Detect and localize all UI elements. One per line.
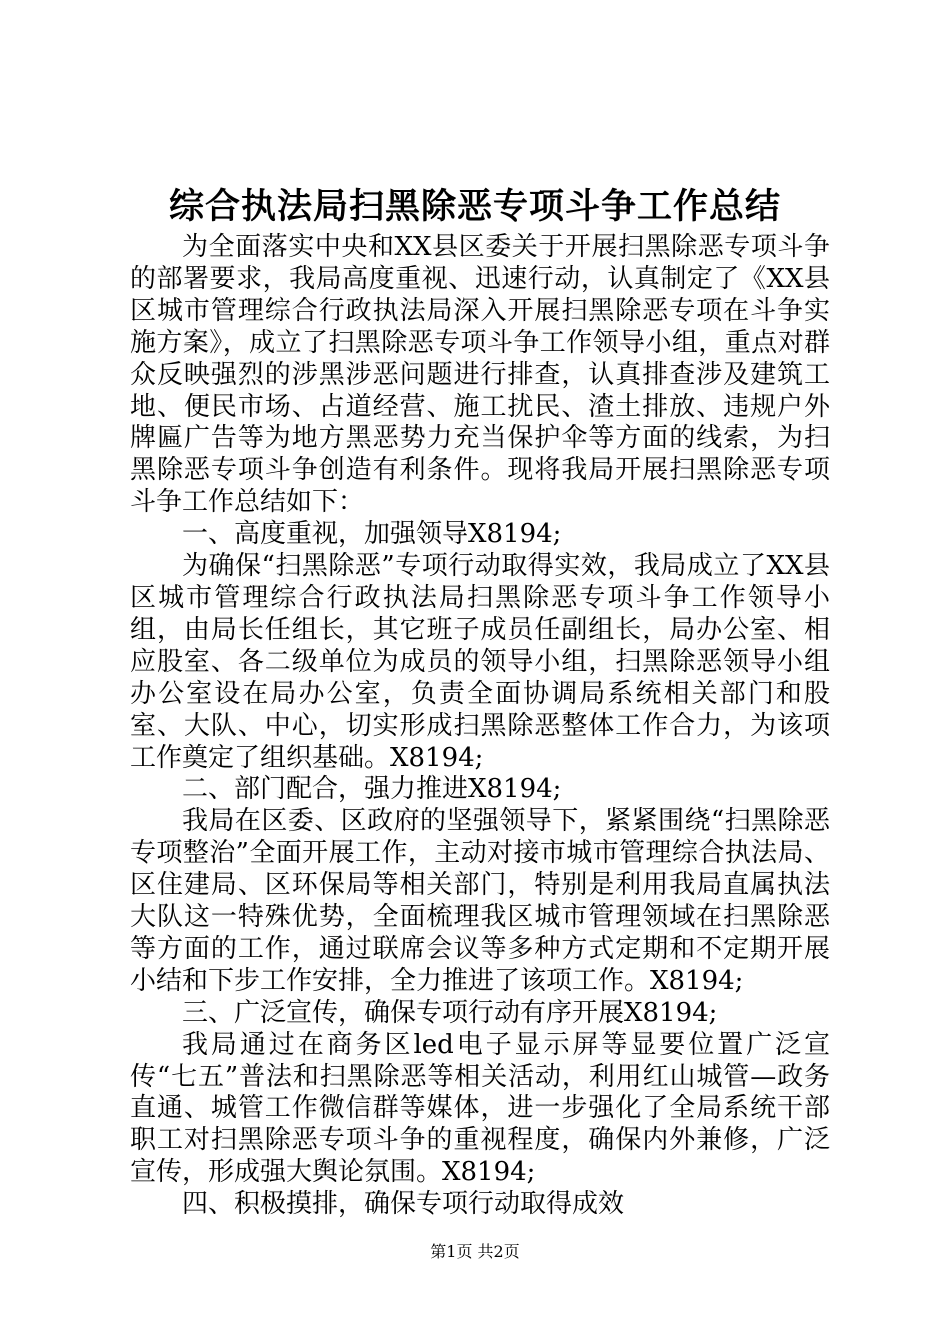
paragraph-section-2: 我局在区委、区政府的坚强领导下，紧紧围绕“扫黑除恶专项整治”全面开展工作，主动对接市城市管理综合执法局、区住建局、区环保局等相关部门，特别是利用我局直属执法大队这一特殊优势，全面梳理我区城市管理领域在扫黑除恶等方面的工作，通过联席会议等多种方式定期和不定期开展小结和下步工作安排，全力推进了该项工作。X8194; — [130, 806, 830, 996]
paragraph-intro: 为全面落实中央和XX县区委关于开展扫黑除恶专项斗争的部署要求，我局高度重视、迅速行动，认真制定了《XX县区城市管理综合行政执法局深入开展扫黑除恶专项在斗争实施方案》，成立了扫黑除恶专项斗争工作领导小组，重点对群众反映强烈的涉黑涉恶问题进行排查，认真排查涉及建筑工地、便民市场、占道经营、施工扰民、渣土排放、违规户外牌匾广告等为地方黑恶势力充当保护伞等方面的线索，为扫黑除恶专项斗争创造有利条件。现将我局开展扫黑除恶专项斗争工作总结如下： — [130, 232, 830, 518]
paragraph-section-3: 我局通过在商务区led电子显示屏等显要位置广泛宣传“七五”普法和扫黑除恶等相关活动，利用红山城管—政务直通、城管工作微信群等媒体，进一步强化了全局系统干部职工对扫黑除恶专项斗争的重视程度，确保内外兼修，广泛宣传，形成强大舆论氛围。X8194; — [130, 1029, 830, 1188]
section-heading-1: 一、高度重视，加强领导X8194; — [182, 519, 562, 550]
section-heading-4: 四、积极摸排，确保专项行动取得成效 — [182, 1189, 625, 1220]
document-title: 综合执法局扫黑除恶专项斗争工作总结 — [168, 187, 781, 227]
section-heading-2: 二、部门配合，强力推进X8194; — [182, 774, 562, 805]
document-body — [130, 232, 830, 1221]
section-heading-3: 三、广泛宣传，确保专项行动有序开展X8194; — [182, 997, 718, 1028]
page-number-footer: 第1页 共2页 — [430, 1242, 520, 1261]
paragraph-section-1: 为确保“扫黑除恶”专项行动取得实效，我局成立了XX县区城市管理综合行政执法局扫黑除恶专项斗争工作领导小组，由局长任组长，其它班子成员任副组长，局办公室、相应股室、各二级单位为成员的领导小组，扫黑除恶领导小组办公室设在局办公室，负责全面协调局系统相关部门和股室、大队、中心，切实形成扫黑除恶整体工作合力，为该项工作奠定了组织基础。X8194; — [130, 551, 830, 773]
